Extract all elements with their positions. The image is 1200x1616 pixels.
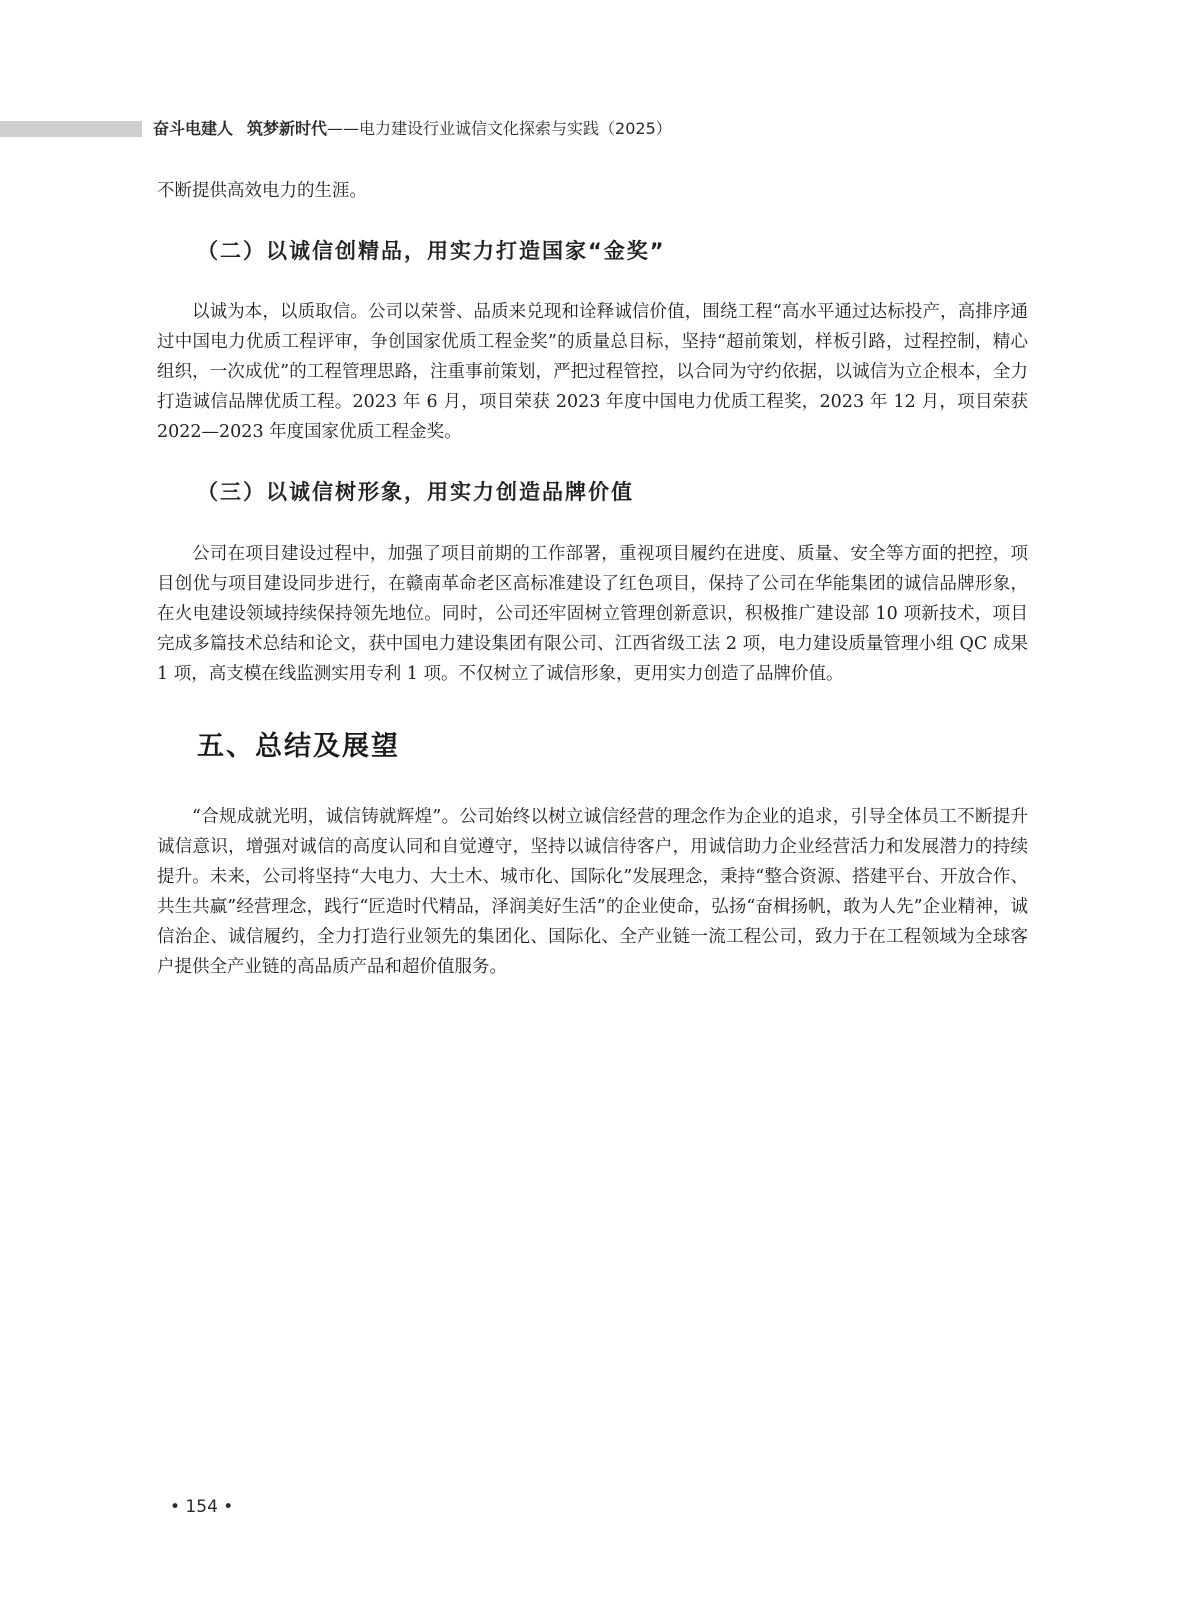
- intro-line: 不断提供高效电力的生涯。: [157, 181, 367, 201]
- section-2-paragraph: 以诚为本，以质取信。公司以荣誉、品质来兑现和诠释诚信价值，围绕工程“高水平通过达标投产，高排序通过中国电力优质工程评审，争创国家优质工程金奖”的质量总目标，坚持“超前策划，样板引路，过程控制，精心组织，一次成优”的工程管理思路，注重事前策划，严把过程管控，以合同为守约依据，以诚信为立企根本，全力打造诚信品牌优质工程。2023 年 6 月，项目荣获 2023 年度中国电力优质工程奖，2023 年 12 月，项目荣获 2022—2023 年度国家优质工程金奖。: [157, 302, 1028, 442]
- section-3-paragraph: 公司在项目建设过程中，加强了项目前期的工作部署，重视项目履约在进度、质量、安全等方面的把控，项目创优与项目建设同步进行，在赣南革命老区高标准建设了红色项目，保持了公司在华能集团的诚信品牌形象，在火电建设领域持续保持领先地位。同时，公司还牢固树立管理创新意识，积极推广建设部 10 项新技术，项目完成多篇技术总结和论文，获中国电力建设集团有限公司、江西省级工法 2 项，电力建设质量管理小组 QC 成果 1 项，高支模在线监测实用专利 1 项。不仅树立了诚信形象，更用实力创造了品牌价值。: [157, 544, 1028, 684]
- header-title-part-2: 筑梦新时代: [247, 119, 328, 138]
- section-3-heading: （三）以诚信树形象，用实力创造品牌价值: [197, 480, 634, 504]
- header-title-part-1: 奋斗电建人: [153, 119, 234, 138]
- section-5-heading: 五、总结及展望: [197, 731, 400, 762]
- page-number: • 154 •: [170, 1497, 234, 1517]
- page-content: [157, 176, 1028, 982]
- running-header: [153, 117, 672, 141]
- section-5-paragraph: “合规成就光明，诚信铸就辉煌”。公司始终以树立诚信经营的理念作为企业的追求，引导全体员工不断提升诚信意识，增强对诚信的高度认同和自觉遵守，坚持以诚信待客户，用诚信助力企业经营活力和发展潜力的持续提升。未来，公司将坚持“大电力、大土木、城市化、国际化”发展理念，秉持“整合资源、搭建平台、开放合作、共生共赢”经营理念，践行“匠造时代精品，泽润美好生活”的企业使命，弘扬“奋楫扬帆，敢为人先”企业精神，诚信治企、诚信履约，全力打造行业领先的集团化、国际化、全产业链一流工程公司，致力于在工程领域为全球客户提供全产业链的高品质产品和超价值服务。: [157, 807, 1028, 977]
- header-decoration-bar: [0, 121, 142, 137]
- section-2-heading: （二）以诚信创精品，用实力打造国家“金奖”: [197, 239, 666, 263]
- header-subtitle: ——电力建设行业诚信文化探索与实践（2025）: [327, 119, 672, 138]
